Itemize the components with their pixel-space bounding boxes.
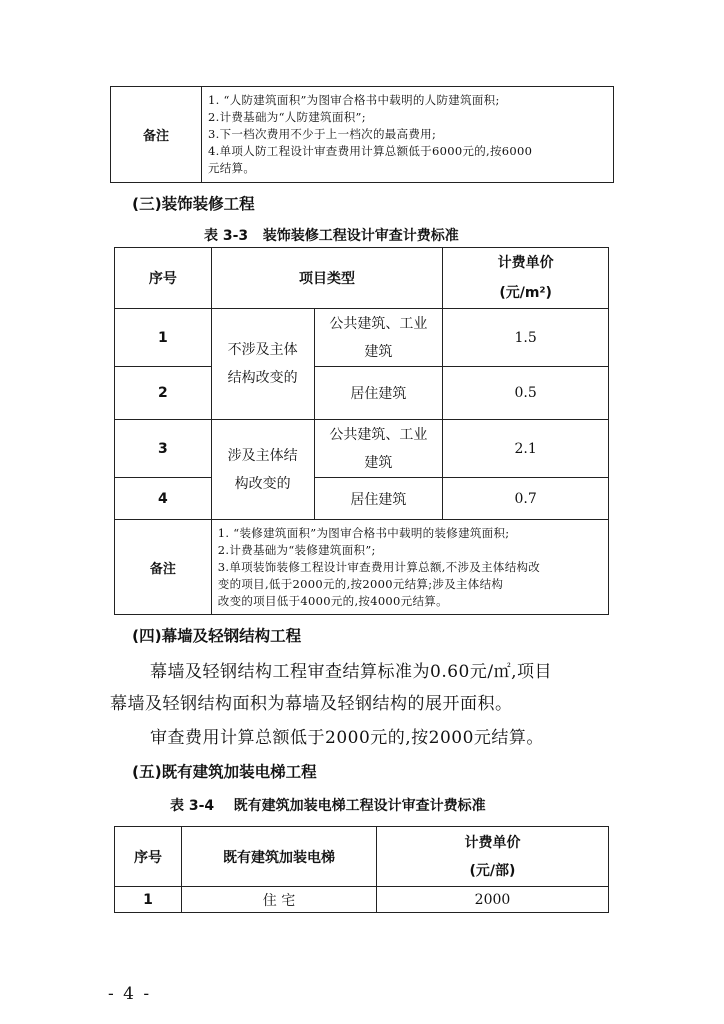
table-header-row [115,827,609,887]
section-5-heading: (五)既有建筑加装电梯工程 [132,763,317,781]
price-header-line2: (元/部) [469,862,516,879]
table-row [115,420,609,478]
col-type-header: 既有建筑加装电梯 [182,827,377,887]
price-cell: 2000 [377,887,609,913]
category-line: 不涉及主体 [227,342,298,358]
table-row [115,478,609,520]
note-line: 1. “装修建筑面积”为图审合格书中载明的装修建筑面积; [217,525,510,540]
price-header-line1: 计费单价 [464,834,521,851]
note-line: 2.计费基础为“装修建筑面积”; [217,542,376,557]
price-cell: 1.5 [443,309,609,367]
note-line: 3.单项装饰装修工程设计审查费用计算总额,不涉及主体结构改 [217,559,541,574]
col-price-header [377,827,609,887]
row-no: 3 [115,420,212,478]
category-line: 结构改变的 [227,370,298,386]
table-header-row [115,248,609,309]
civil-defense-notes-table [110,86,614,183]
notes-label: 备注 [115,520,212,615]
price-cell: 0.7 [443,478,609,520]
note-line: 2.计费基础为“人防建筑面积”; [208,110,366,124]
category-line: 涉及主体结 [227,447,298,464]
col-type-header: 项目类型 [211,248,443,309]
note-line: 改变的项目低于4000元的,按4000元结算。 [217,593,448,608]
subtype-cell: 居住建筑 [314,478,443,520]
type-cell: 住 宅 [182,887,377,913]
note-line: 3.下一档次费用不少于上一档次的最高费用; [208,127,437,141]
table-row [115,309,609,367]
table-3-4-caption: 表 3-4 既有建筑加装电梯工程设计审查计费标准 [170,798,486,814]
notes-cell [202,87,614,183]
elevator-fee-table [114,826,609,913]
subtype-line: 公共建筑、工业 [329,426,428,443]
subtype-cell: 居住建筑 [314,367,443,420]
table-row [115,367,609,420]
notes-cell [211,520,608,615]
subtype-cell [314,309,443,367]
section-4-heading: (四)幕墙及轻钢结构工程 [132,627,302,645]
row-no: 2 [115,367,212,420]
note-line: 元结算。 [208,161,256,175]
decoration-fee-table [114,247,609,615]
row-no: 1 [115,887,182,913]
col-no-header: 序号 [115,248,212,309]
page-number: - 4 - [108,984,152,1004]
row-no: 1 [115,309,212,367]
note-line: 变的项目,低于2000元的,按2000元结算;涉及主体结构 [217,576,504,591]
price-cell: 0.5 [443,367,609,420]
paragraph-line: 幕墙及轻钢结构面积为幕墙及轻钢结构的展开面积。 [110,694,513,714]
paragraph-line: 幕墙及轻钢结构工程审查结算标准为0.60元/㎡,项目 [150,662,552,682]
section-3-heading: (三)装饰装修工程 [132,195,255,213]
category-cell [211,309,314,420]
subtype-line: 公共建筑、工业 [329,315,428,332]
paragraph-line: 审查费用计算总额低于2000元的,按2000元结算。 [150,728,544,748]
table-3-3-caption: 表 3-3 装饰装修工程设计审查计费标准 [204,228,459,244]
subtype-cell [314,420,443,478]
note-line: 1. “人防建筑面积”为图审合格书中载明的人防建筑面积; [208,93,500,107]
category-line: 构改变的 [234,475,291,492]
price-header-line1: 计费单价 [497,255,554,271]
subtype-line: 建筑 [364,343,393,360]
table-row [115,887,609,913]
col-no-header: 序号 [115,827,182,887]
category-cell [211,420,314,520]
note-line: 4.单项人防工程设计审查费用计算总额低于6000元的,按6000 [208,144,533,158]
col-price-header [443,248,609,309]
subtype-line: 建筑 [364,454,393,471]
notes-row [115,520,609,615]
price-header-line2: (元/m²) [499,285,552,301]
price-cell: 2.1 [443,420,609,478]
notes-label: 备注 [111,87,202,183]
row-no: 4 [115,478,212,520]
